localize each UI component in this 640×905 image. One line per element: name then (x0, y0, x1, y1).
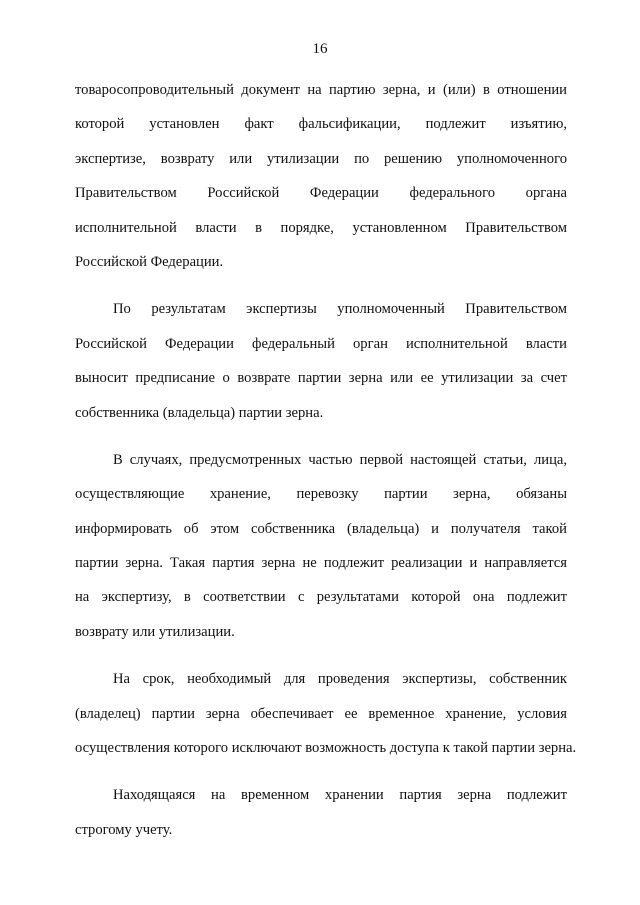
text-line: исполнительной власти в порядке, установленном Правительством (75, 219, 567, 236)
paragraph (75, 292, 567, 430)
text-line: (владелец) партии зерна обеспечивает ее временное хранение, условия (75, 705, 567, 722)
document-body (75, 73, 577, 860)
paragraph (75, 778, 567, 847)
text-line: выносит предписание о возврате партии зерна или ее утилизации за счет (75, 370, 567, 387)
paragraph (75, 73, 567, 279)
text-line: Российской Федерации федеральный орган исполнительной власти (75, 335, 567, 352)
page-number: 16 (312, 41, 328, 57)
text-line: товаросопроводительный документ на партию зерна, и (или) в отношении (75, 82, 567, 98)
text-line: собственника (владельца) партии зерна. (75, 404, 324, 421)
paragraph (75, 662, 577, 765)
text-line: возврату или утилизации. (75, 623, 235, 640)
text-line: На срок, необходимый для проведения экспертизы, собственник (113, 671, 567, 688)
text-line: По результатам экспертизы уполномоченный Правительством (113, 301, 567, 318)
text-line: Российской Федерации. (75, 253, 224, 270)
text-line: партии зерна. Такая партия зерна не подлежит реализации и направляется (75, 555, 567, 572)
text-line: осуществления которого исключают возможность доступа к такой партии зерна. (75, 740, 577, 757)
text-line: информировать об этом собственника (владельца) и получателя такой (75, 520, 567, 537)
text-line: которой установлен факт фальсификации, подлежит изъятию, (75, 116, 567, 133)
text-line: строгому учету. (75, 821, 173, 838)
text-line: на экспертизу, в соответствии с результатами которой она подлежит (75, 589, 567, 606)
text-line: В случаях, предусмотренных частью первой настоящей статьи, лица, (113, 451, 567, 468)
text-line: экспертизе, возврату или утилизации по решению уполномоченного (75, 150, 567, 167)
text-line: Находящаяся на временном хранении партия зерна подлежит (113, 787, 567, 804)
text-line: Правительством Российской Федерации федерального органа (75, 185, 567, 202)
text-line: осуществляющие хранение, перевозку партии зерна, обязаны (75, 486, 567, 503)
paragraph (75, 443, 567, 649)
